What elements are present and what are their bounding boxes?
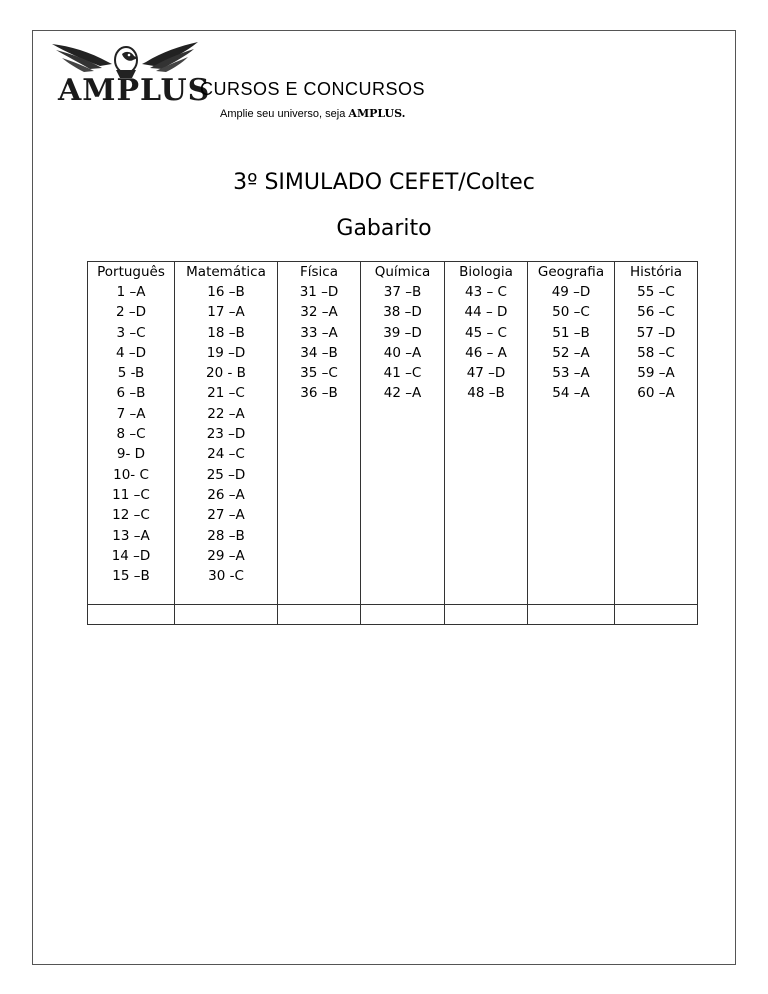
empty-cell	[445, 605, 528, 625]
tagline-brand: AMPLUS.	[348, 107, 406, 120]
answer-item: 39 –D	[383, 324, 422, 341]
answer-item: 31 –D	[299, 284, 339, 300]
answer-item: 14 –D	[111, 547, 151, 564]
answer-item: 4 –D	[115, 344, 147, 361]
answer-item: 51 –B	[552, 324, 590, 341]
answer-item: 13 –A	[112, 527, 150, 544]
answer-item: 7 –A	[116, 405, 146, 422]
answer-item: 11 –C	[112, 486, 150, 503]
subject-header: Física	[300, 264, 338, 280]
answer-item: 33 –A	[300, 324, 338, 341]
answer-item: 24 –C	[207, 446, 245, 463]
answer-item: 38 –D	[383, 304, 422, 321]
answer-item: 27 –A	[207, 507, 245, 524]
answer-item: 23 –D	[206, 426, 246, 443]
answer-item: 36 –B	[300, 385, 338, 402]
subject-header: Biologia	[459, 264, 513, 280]
empty-cell	[528, 605, 615, 625]
answer-item: 56 –C	[637, 304, 675, 321]
empty-cell	[175, 605, 278, 625]
subject-column	[278, 262, 361, 605]
answer-item: 15 –B	[112, 568, 150, 585]
answer-item: 16 –B	[207, 284, 245, 300]
answer-item: 50 –C	[552, 304, 590, 321]
answer-item: 25 –D	[206, 466, 246, 483]
answer-item: 19 –D	[206, 344, 246, 361]
answer-item: 37 –B	[383, 284, 422, 300]
answer-item: 46 – A	[465, 344, 507, 361]
subject-column	[445, 262, 528, 605]
answer-item: 40 –A	[383, 344, 422, 361]
answer-item: 35 –C	[300, 365, 338, 382]
answer-item: 6 –B	[116, 385, 146, 402]
empty-cell	[278, 605, 361, 625]
tagline-text: Amplie seu universo, seja	[220, 108, 349, 120]
answer-item: 18 –B	[207, 324, 245, 341]
answer-item: 48 –B	[467, 385, 505, 402]
answer-item: 52 –A	[552, 344, 590, 361]
table-row	[88, 262, 698, 605]
answer-item: 34 –B	[300, 344, 338, 361]
tagline	[220, 107, 406, 120]
answer-item: 5 -B	[117, 365, 145, 382]
empty-cell	[615, 605, 698, 625]
subject-header: Matemática	[186, 264, 266, 280]
subject-header: Química	[374, 264, 431, 280]
answer-item: 60 –A	[637, 385, 675, 402]
answer-item: 54 –A	[552, 385, 590, 402]
empty-cell	[88, 605, 175, 625]
answer-item: 8 –C	[116, 426, 146, 443]
brand-subtitle: CURSOS E CONCURSOS	[200, 79, 426, 99]
answer-item: 43 – C	[465, 284, 507, 300]
subject-column	[88, 262, 175, 605]
answer-item: 32 –A	[300, 304, 338, 321]
answer-item: 1 –A	[116, 284, 146, 300]
answer-item: 55 –C	[637, 284, 675, 300]
answer-item: 17 –A	[207, 304, 245, 321]
subject-header: Geografia	[537, 264, 605, 280]
subject-header: Português	[97, 264, 165, 280]
answer-item: 45 – C	[465, 324, 507, 341]
answer-item: 57 –D	[636, 324, 676, 341]
table-footer-row	[88, 605, 698, 625]
subject-header: História	[629, 264, 683, 280]
answer-item: 44 – D	[464, 304, 508, 321]
subject-column	[175, 262, 278, 605]
answer-item: 10- C	[113, 466, 149, 483]
answer-item: 42 –A	[383, 385, 422, 402]
answer-item: 2 –D	[115, 304, 147, 321]
page-title: 3º SIMULADO CEFET/Coltec	[233, 170, 535, 195]
answer-item: 28 –B	[207, 527, 245, 544]
answer-item: 21 –C	[207, 385, 245, 402]
answer-item: 49 –D	[551, 284, 591, 300]
answer-item: 20 - B	[206, 365, 246, 382]
answer-item: 53 –A	[552, 365, 590, 382]
answer-key-table	[87, 261, 698, 625]
answer-item: 41 –C	[383, 365, 422, 382]
answer-item: 26 –A	[207, 486, 245, 503]
logo	[50, 40, 470, 130]
answer-item: 9- D	[116, 446, 146, 463]
subject-column	[528, 262, 615, 605]
answer-item: 58 –C	[637, 344, 675, 361]
brand-name: AMPLUS	[58, 73, 211, 108]
answer-item: 3 –C	[116, 324, 146, 341]
page-subtitle: Gabarito	[336, 216, 432, 241]
answer-item: 29 –A	[207, 547, 245, 564]
empty-cell	[361, 605, 445, 625]
subject-column	[361, 262, 445, 605]
answer-item: 59 –A	[637, 365, 675, 382]
answer-item: 30 -C	[208, 568, 244, 585]
answer-item: 22 –A	[207, 405, 245, 422]
answer-item: 12 –C	[112, 507, 150, 524]
subject-column	[615, 262, 698, 605]
answer-item: 47 –D	[466, 365, 506, 382]
